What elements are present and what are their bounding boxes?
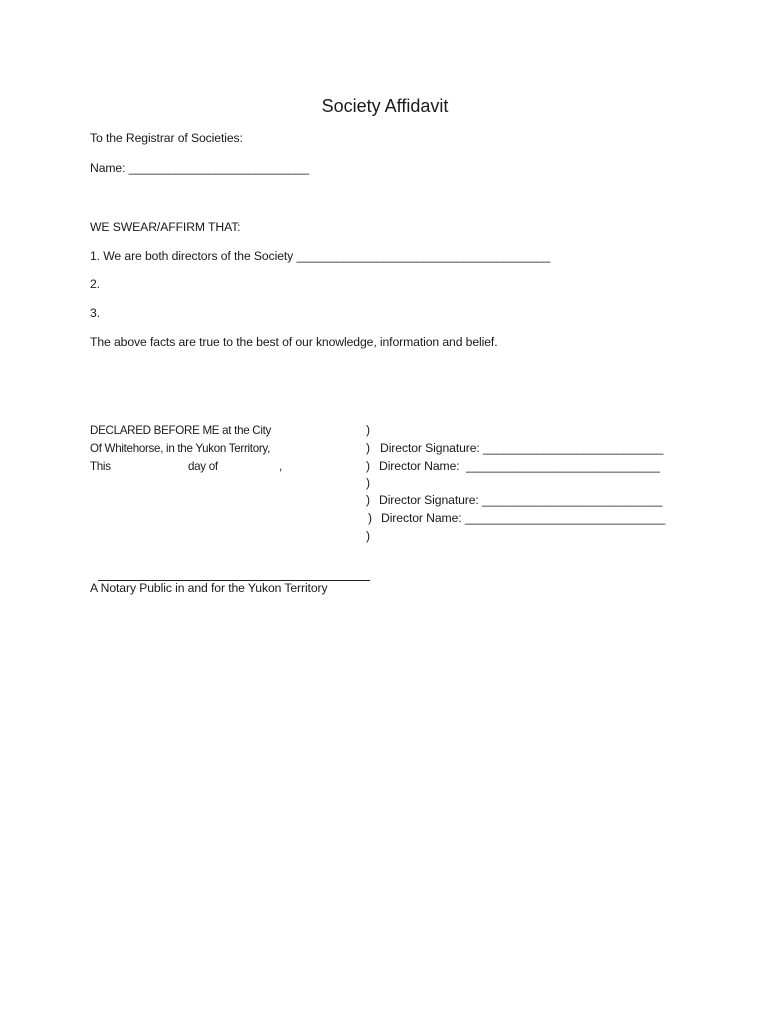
declared-this: This — [90, 460, 111, 473]
bracket-1: ) — [366, 423, 370, 437]
bracket-5: ) — [366, 493, 370, 507]
director-2-name-line: Director Name: ______________________________ — [381, 511, 666, 525]
declared-line-2: Of Whitehorse, in the Yukon Territory, — [90, 442, 270, 455]
declared-day-of: day of — [188, 460, 218, 473]
director-2-signature-line: Director Signature: ___________________________ — [379, 493, 663, 507]
declared-comma: , — [279, 460, 282, 473]
director-1-signature-line: Director Signature: ___________________________ — [380, 441, 664, 455]
director-1-name-line: Director Name: _____________________________ — [379, 459, 660, 473]
fact-3: 3. — [90, 306, 100, 320]
notary-caption: A Notary Public in and for the Yukon Territory — [90, 581, 328, 595]
declared-line-1: DECLARED BEFORE ME at the City — [90, 424, 272, 437]
bracket-3: ) — [366, 459, 370, 473]
salutation: To the Registrar of Societies: — [90, 131, 243, 145]
bracket-2: ) — [366, 441, 370, 455]
bracket-4: ) — [366, 476, 370, 490]
fact-2: 2. — [90, 277, 100, 291]
attestation-statement: The above facts are true to the best of our knowledge, information and belief. — [90, 335, 498, 349]
bracket-6: ) — [368, 511, 372, 525]
name-field-line: Name: ___________________________ — [90, 161, 309, 175]
oath-heading: WE SWEAR/AFFIRM THAT: — [90, 220, 241, 234]
fact-1: 1. We are both directors of the Society ______________________________________ — [90, 249, 551, 263]
document-title: Society Affidavit — [321, 96, 449, 116]
bracket-7: ) — [366, 529, 370, 543]
